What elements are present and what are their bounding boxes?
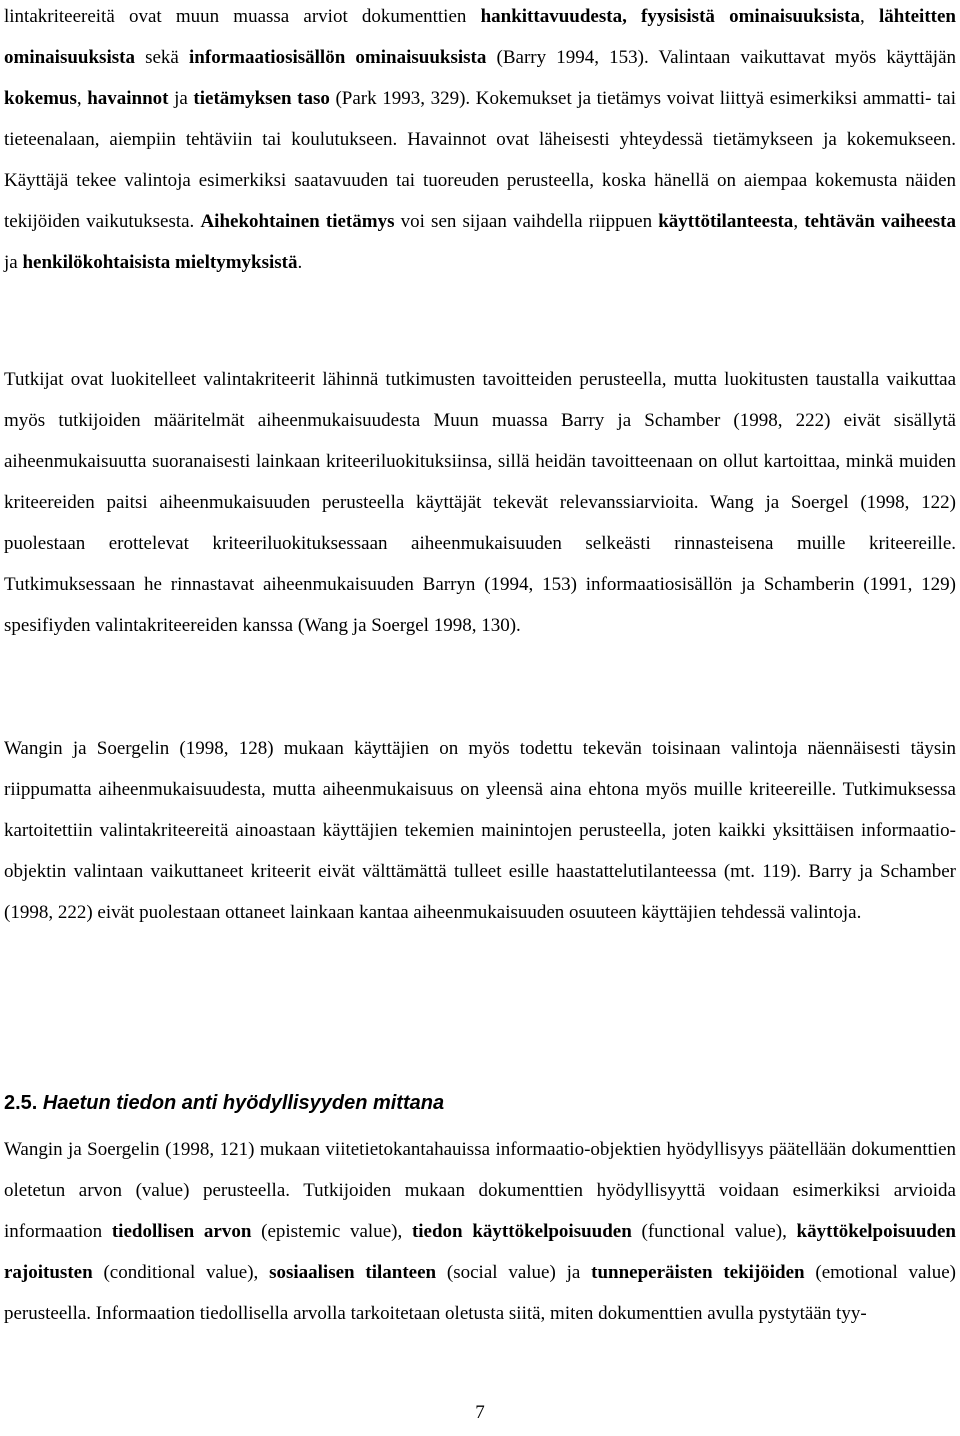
text-run: ,	[76, 88, 88, 109]
bold-term: sosiaalisen tilanteen	[269, 1262, 437, 1283]
text-run: voi sen sijaan vaihdella riippuen	[394, 211, 659, 232]
bold-term: hankittavuudesta, fyysisistä ominaisuuksista	[480, 6, 861, 27]
text-run: (epistemic value),	[251, 1221, 412, 1242]
paragraph-wang-soergel	[4, 728, 956, 933]
text-run: ,	[860, 6, 879, 27]
page-number: 7	[475, 1402, 485, 1423]
section-title: Haetun tiedon anti hyödyllisyyden mittana	[42, 1092, 445, 1114]
text-run: ja	[4, 252, 23, 273]
bold-term: käyttökelpoisuuden rajoitusten	[4, 1221, 956, 1283]
paragraph-usefulness	[4, 1129, 956, 1334]
bold-term: lähteitten ominaisuuksista	[4, 6, 956, 68]
section-number: 2.5.	[4, 1092, 38, 1114]
paragraph-selection-criteria	[4, 0, 956, 283]
bold-term: tiedon käyttökelpoisuuden	[411, 1221, 632, 1242]
text-run: sekä	[134, 47, 190, 68]
text-run: Wangin ja Soergelin (1998, 128) mukaan käyttäjien on myös todettu tekevän toisinaan valintoja näennäisesti täysin riippumatta aiheenmukaisuudesta, mutta aiheenmukaisuus on yleensä aina ehtona myös muille kriteereille. Tutkimuksessa kartoitettiin valintakriteereitä ainoastaan käyttäjien tekemien mainintojen perusteella, joten kaikki yksittäisen informaatio-objektin valintaan vaikuttaneet kriteerit eivät välttämättä tulleet esille haastattelutilanteessa (mt. 119). Barry ja Schamber (1998, 222) eivät puolestaan ottaneet lainkaan kantaa aiheenmukaisuuden osuuteen käyttäjien tehdessä valintoja.	[4, 738, 956, 923]
bold-term: tietämyksen taso	[193, 88, 330, 109]
text-run: (Barry 1994, 153). Valintaan vaikuttavat myös käyttäjän	[486, 47, 956, 68]
bold-term: kokemus	[4, 88, 77, 109]
bold-term: tunneperäisten tekijöiden	[591, 1262, 805, 1283]
text-run: (emotional value) perusteella. Informaation tiedollisella arvolla tarkoitetaan oletusta siitä, miten dokumenttien avulla pystytään tyy-	[4, 1262, 956, 1324]
bold-term: tehtävän vaiheesta	[804, 211, 956, 232]
bold-term: henkilökohtaisista mieltymyksistä	[22, 252, 298, 273]
text-run: .	[297, 252, 303, 273]
bold-term: tiedollisen arvon	[111, 1221, 252, 1242]
section-heading	[4, 1085, 956, 1121]
text-run: Tutkijat ovat luokitelleet valintakriteerit lähinnä tutkimusten tavoitteiden perusteella, mutta luokitusten taustalla vaikuttaa myös tutkijoiden määritelmät aiheenmukaisuudesta Muun muassa Barry ja Schamber (1998, 222) eivät sisällytä aiheenmukaisuutta suoranaisesti lainkaan kriteeriluokituksiinsa, sillä heidän tavoitteenaan on ollut kartoittaa, minkä muiden kriteereiden paitsi aiheenmukaisuuden perusteella käyttäjät tekevät relevanssiarvioita. Wang ja Soergel (1998, 122) puolestaan erottelevat kriteeriluokituksessaan aiheenmukaisuuden selkeästi rinnasteisena muille kriteereille. Tutkimuksessaan he rinnastavat aiheenmukaisuuden Barryn (1994, 153) informaatiosisällön ja Schamberin (1991, 129) spesifiyden valintakriteereiden kanssa (Wang ja Soergel 1998, 130).	[4, 369, 956, 636]
bold-term: Aihekohtainen tietämys	[200, 211, 395, 232]
text-run: (conditional value),	[92, 1262, 270, 1283]
text-run: Wangin ja Soergelin (1998, 121) mukaan viitetietokantahauissa informaatio-objektien hyödyllisyys päätellään dokumenttien oletetun arvon (value) perusteella. Tutkijoiden mukaan dokumenttien hyödyllisyyttä voidaan esimerkiksi arvioida informaation	[4, 1139, 956, 1242]
text-run: ,	[793, 211, 805, 232]
text-run: (functional value),	[631, 1221, 797, 1242]
document-page	[4, 0, 956, 1436]
text-run: (Park 1993, 329). Kokemukset ja tietämys voivat liittyä esimerkiksi ammatti- tai tieteenalaan, aiempiin tehtäviin tai koulutukseen. Havainnot ovat läheisesti yhteydessä tietämykseen ja kokemukseen. Käyttäjä tekee valintoja esimerkiksi saatavuuden tai tuoreuden perusteella, koska hänellä on aiempaa kokemusta näiden tekijöiden vaikutuksesta.	[4, 88, 956, 232]
bold-term: havainnot	[87, 88, 169, 109]
paragraph-classification	[4, 359, 956, 646]
text-run: lintakriteereitä ovat muun muassa arviot dokumenttien	[4, 6, 481, 27]
bold-term: käyttötilanteesta	[658, 211, 794, 232]
text-run: (social value) ja	[436, 1262, 592, 1283]
bold-term: informaatiosisällön ominaisuuksista	[189, 47, 487, 68]
text-run: ja	[168, 88, 194, 109]
